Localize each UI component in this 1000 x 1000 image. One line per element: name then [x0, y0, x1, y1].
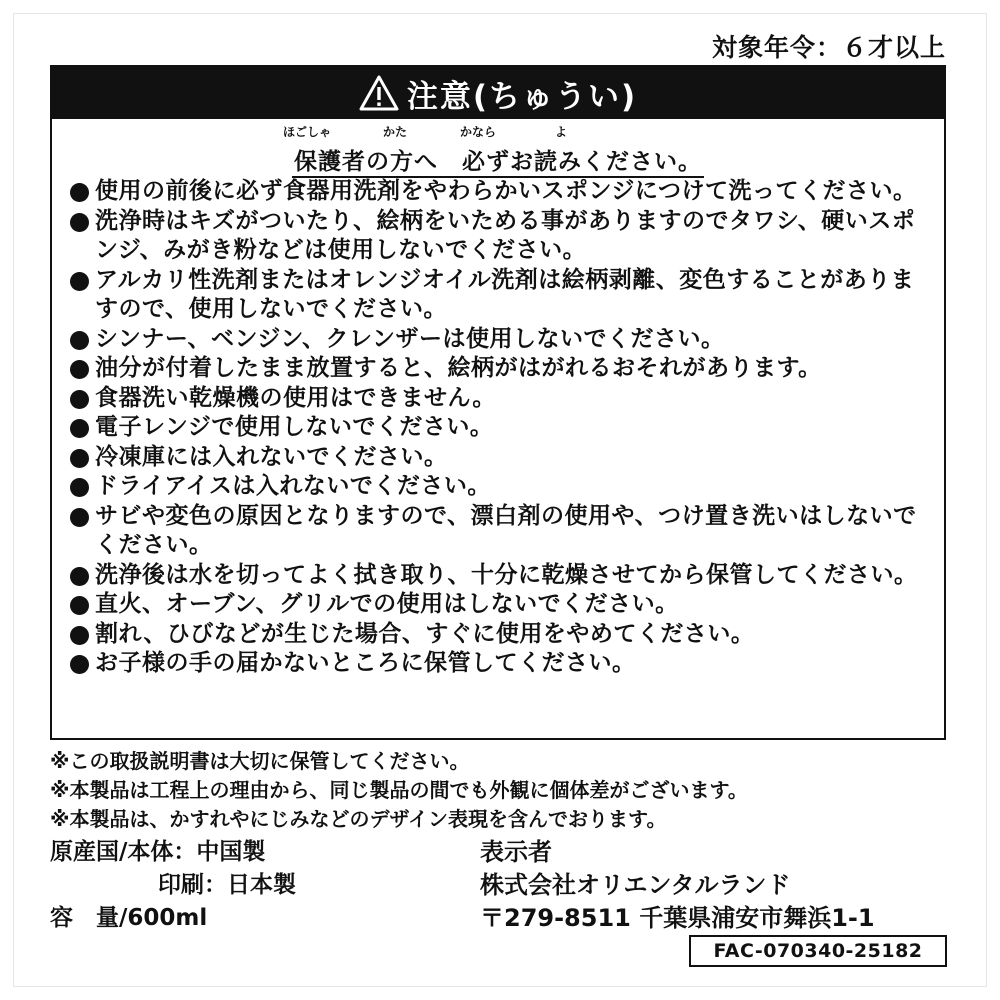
bullet-icon	[70, 331, 89, 350]
bullet-icon	[70, 567, 89, 586]
guardian-text: 保護者の方へ 必ずお読みください。	[292, 149, 704, 178]
origin-body-label: 原産国/本体：	[50, 839, 197, 865]
caution-title: 注意(ちゅうい)	[406, 78, 638, 115]
bullet-icon	[70, 508, 89, 527]
origin-body-row	[50, 836, 450, 869]
bullet-icon	[70, 655, 89, 674]
company-address: 〒279-8511 千葉県浦安市舞浜1-1	[480, 904, 875, 932]
guardian-notice	[52, 123, 944, 177]
warning-triangle-icon	[359, 75, 399, 111]
origin-info	[50, 836, 450, 935]
bullet-icon	[70, 449, 89, 468]
caution-item: 洗浄後は水を切ってよく拭き取り、十分に乾燥させてから保管してください。	[70, 561, 932, 591]
caution-item: 油分が付着したまま放置すると、絵柄がはがれるおそれがあります。	[70, 354, 932, 384]
age-target: 対象年令：６才以上	[711, 33, 946, 62]
product-code: FAC-070340-25182	[689, 935, 947, 967]
bullet-icon	[70, 360, 89, 379]
caution-item: 食器洗い乾燥機の使用はできません。	[70, 384, 932, 414]
bullet-icon	[70, 213, 89, 232]
origin-print-label: 印刷：	[158, 872, 227, 898]
caution-list	[52, 177, 944, 679]
caution-item: お子様の手の届かないところに保管してください。	[70, 649, 932, 679]
caution-item: 直火、オーブン、グリルでの使用はしないでください。	[70, 590, 932, 620]
caution-box	[50, 65, 946, 740]
ruby-hogosha: ほごしゃ	[283, 125, 332, 139]
bullet-icon	[70, 272, 89, 291]
ruby-kata: かた	[383, 125, 408, 139]
origin-body-value: 中国製	[196, 839, 266, 865]
caution-item: シンナー、ベンジン、クレンザーは使用しないでください。	[70, 325, 932, 355]
company-name: 株式会社オリエンタルランド	[480, 871, 791, 899]
note-line: ※本製品は、かすれやにじみなどのデザイン表現を含んでおります。	[50, 807, 667, 831]
ruby-yo: よ	[555, 125, 568, 139]
bullet-icon	[70, 478, 89, 497]
bullet-icon	[70, 596, 89, 615]
note-line: ※この取扱説明書は大切に保管してください。	[50, 749, 470, 773]
origin-print-value: 日本製	[227, 872, 296, 898]
caution-header	[52, 67, 944, 119]
caution-item: 電子レンジで使用しないでください。	[70, 413, 932, 443]
bullet-icon	[70, 419, 89, 438]
caution-item: サビや変色の原因となりますので、漂白剤の使用や、つけ置き洗いはしないでください。	[70, 502, 932, 561]
capacity-label: 容 量/	[50, 905, 128, 931]
notes	[50, 747, 946, 834]
bullet-icon	[70, 626, 89, 645]
capacity-value: 600ml	[127, 905, 208, 931]
ruby-kanara: かなら	[460, 125, 497, 139]
note-line: ※本製品は工程上の理由から、同じ製品の間でも外観に個体差がございます。	[50, 778, 748, 802]
bullet-icon	[70, 183, 89, 202]
caution-item: 洗浄時はキズがついたり、絵柄をいためる事がありますのでタワシ、硬いスポンジ、みがき粉などは使用しないでください。	[70, 207, 932, 266]
caution-item: ドライアイスは入れないでください。	[70, 472, 932, 502]
caution-item: アルカリ性洗剤またはオレンジオイル洗剤は絵柄剥離、変色することがありますので、使用しないでください。	[70, 266, 932, 325]
guardian-ruby	[52, 123, 944, 139]
capacity-row	[50, 902, 450, 935]
bullet-icon	[70, 390, 89, 409]
display-info	[480, 836, 960, 935]
caution-item: 冷凍庫には入れないでください。	[70, 443, 932, 473]
caution-item: 割れ、ひびなどが生じた場合、すぐに使用をやめてください。	[70, 620, 932, 650]
origin-print-row	[50, 869, 450, 902]
caution-item: 使用の前後に必ず食器用洗剤をやわらかいスポンジにつけて洗ってください。	[70, 177, 932, 207]
display-label: 表示者	[480, 838, 552, 866]
